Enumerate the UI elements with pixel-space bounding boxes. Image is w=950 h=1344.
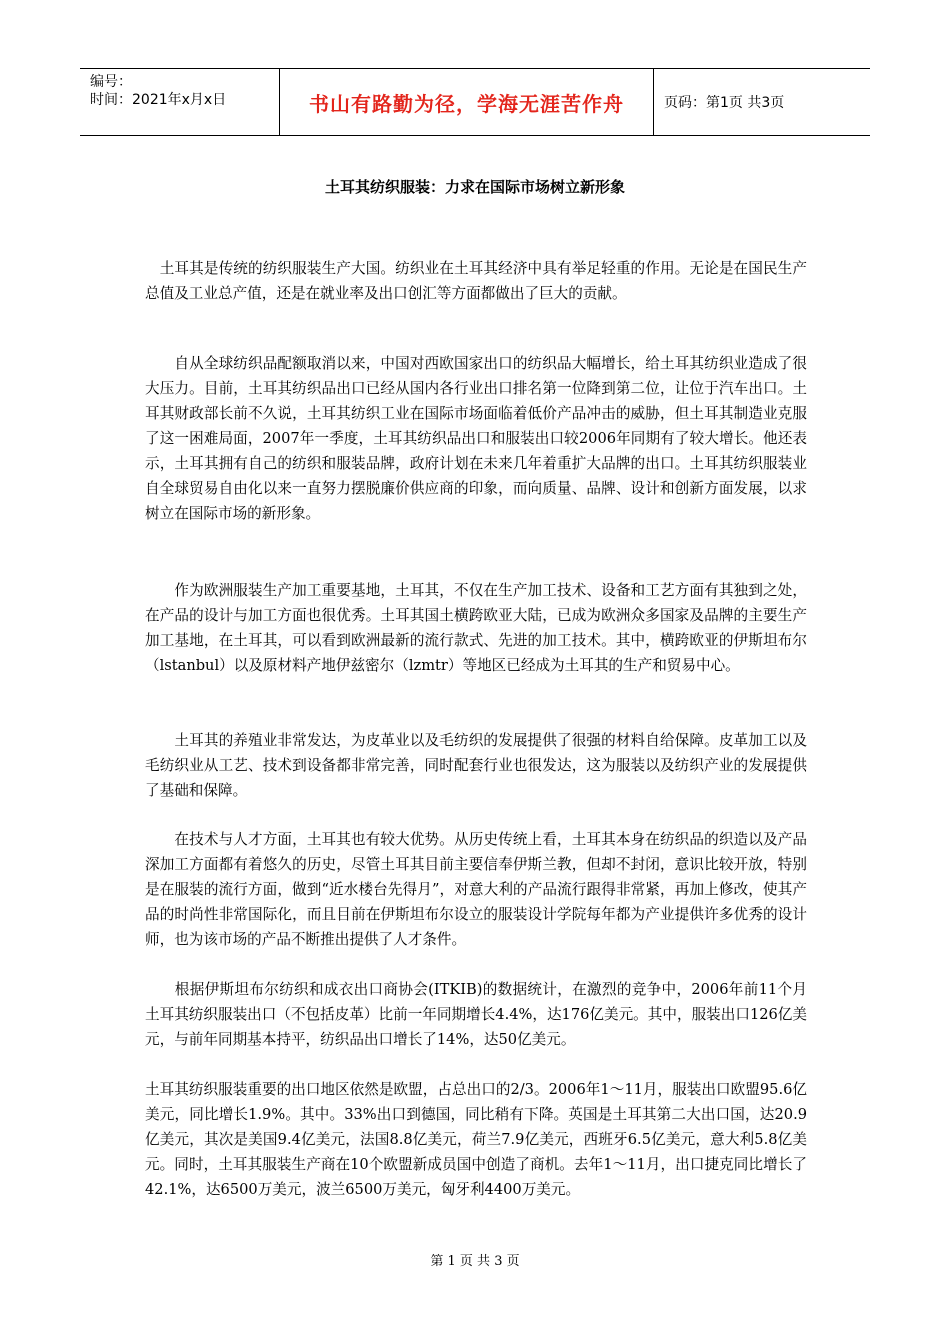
- serial-number-label: 编号：: [90, 74, 132, 90]
- paragraph-intro: 土耳其是传统的纺织服装生产大国。纺织业在土耳其经济中具有举足轻重的作用。无论是在国民生产总值及工业总产值，还是在就业率及出口创汇等方面都做出了巨大的贡献。: [145, 260, 807, 302]
- date-line: 时间：2021年x月x日: [90, 92, 227, 108]
- motto-text: 书山有路勤为径，学海无涯苦作舟: [309, 91, 624, 116]
- page-header: [80, 68, 870, 136]
- paragraph-quota-pressure: 自从全球纺织品配额取消以来，中国对西欧国家出口的纺织品大幅增长，给土耳其纺织业造成了很大压力。目前，土耳其纺织品出口已经从国内各行业出口排名第一位降到第二位，让位于汽车出口。土耳其财政部长前不久说，土耳其纺织工业在国际市场面临着低价产品冲击的威胁，但土耳其制造业克服了这一困难局面，2007年一季度，土耳其纺织品出口和服装出口较2006年同期有了较大增长。他还表示，土耳其拥有自己的纺织和服装品牌，政府计划在未来几年着重扩大品牌的出口。土耳其纺织服装业自全球贸易自由化以来一直努力摆脱廉价供应商的印象，而向质量、品牌、设计和创新方面发展，以求树立在国际市场的新形象。: [145, 355, 807, 522]
- paragraph-export-stats: 根据伊斯坦布尔纺织和成衣出口商协会(ITKIB)的数据统计，在激烈的竞争中，2006年前11个月土耳其纺织服装出口（不包括皮革）比前一年同期增长4.4%，达176亿美元。其中，服装出口126亿美元，与前年同期基本持平，纺织品出口增长了14%，达50亿美元。: [145, 981, 807, 1048]
- page-footer: 第 1 页 共 3 页: [430, 1254, 520, 1269]
- document-title: 土耳其纺织服装：力求在国际市场树立新形象: [324, 178, 625, 196]
- paragraph-materials: 土耳其的养殖业非常发达，为皮革业以及毛纺织的发展提供了很强的材料自给保障。皮革加工以及毛纺织业从工艺、技术到设备都非常完善，同时配套行业也很发达，这为服装以及纺织产业的发展提供了基础和保障。: [145, 732, 807, 799]
- paragraph-talent: 在技术与人才方面，土耳其也有较大优势。从历史传统上看，土耳其本身在纺织品的织造以及产品深加工方面都有着悠久的历史，尽管土耳其目前主要信奉伊斯兰教，但却不封闭，意识比较开放，特别是在服装的流行方面，做到“近水楼台先得月”，对意大利的产品流行跟得非常紧，再加上修改，使其产品的时尚性非常国际化，而且目前在伊斯坦布尔设立的服装设计学院每年都为产业提供许多优秀的设计师，也为该市场的产品不断推出提供了人才条件。: [145, 831, 807, 948]
- header-motto-cell: [280, 69, 654, 135]
- paragraph-eu-exports: 土耳其纺织服装重要的出口地区依然是欧盟，占总出口的2/3。2006年1～11月，服装出口欧盟95.6亿美元，同比增长1.9%。其中。33%出口到德国，同比稍有下降。英国是土耳其第二大出口国，达20.9亿美元，其次是美国9.4亿美元，法国8.8亿美元，荷兰7.9亿美元，西班牙6.5亿美元，意大利5.8亿美元。同时，土耳其服装生产商在10个欧盟新成员国中创造了商机。去年1～11月，出口捷克同比增长了42.1%，达6500万美元，波兰6500万美元，匈牙利4400万美元。: [145, 1081, 807, 1198]
- page-info: 页码：第1页 共3页: [664, 95, 785, 111]
- header-info-cell: [80, 69, 280, 135]
- paragraph-production-base: 作为欧洲服装生产加工重要基地，土耳其，不仅在生产加工技术、设备和工艺方面有其独到之处，在产品的设计与加工方面也很优秀。土耳其国土横跨欧亚大陆，已成为欧洲众多国家及品牌的主要生产加工基地，在土耳其，可以看到欧洲最新的流行款式、先进的加工技术。其中，横跨欧亚的伊斯坦布尔（lstanbul）以及原材料产地伊兹密尔（lzmtr）等地区已经成为土耳其的生产和贸易中心。: [145, 582, 807, 674]
- header-page-cell: [654, 69, 870, 135]
